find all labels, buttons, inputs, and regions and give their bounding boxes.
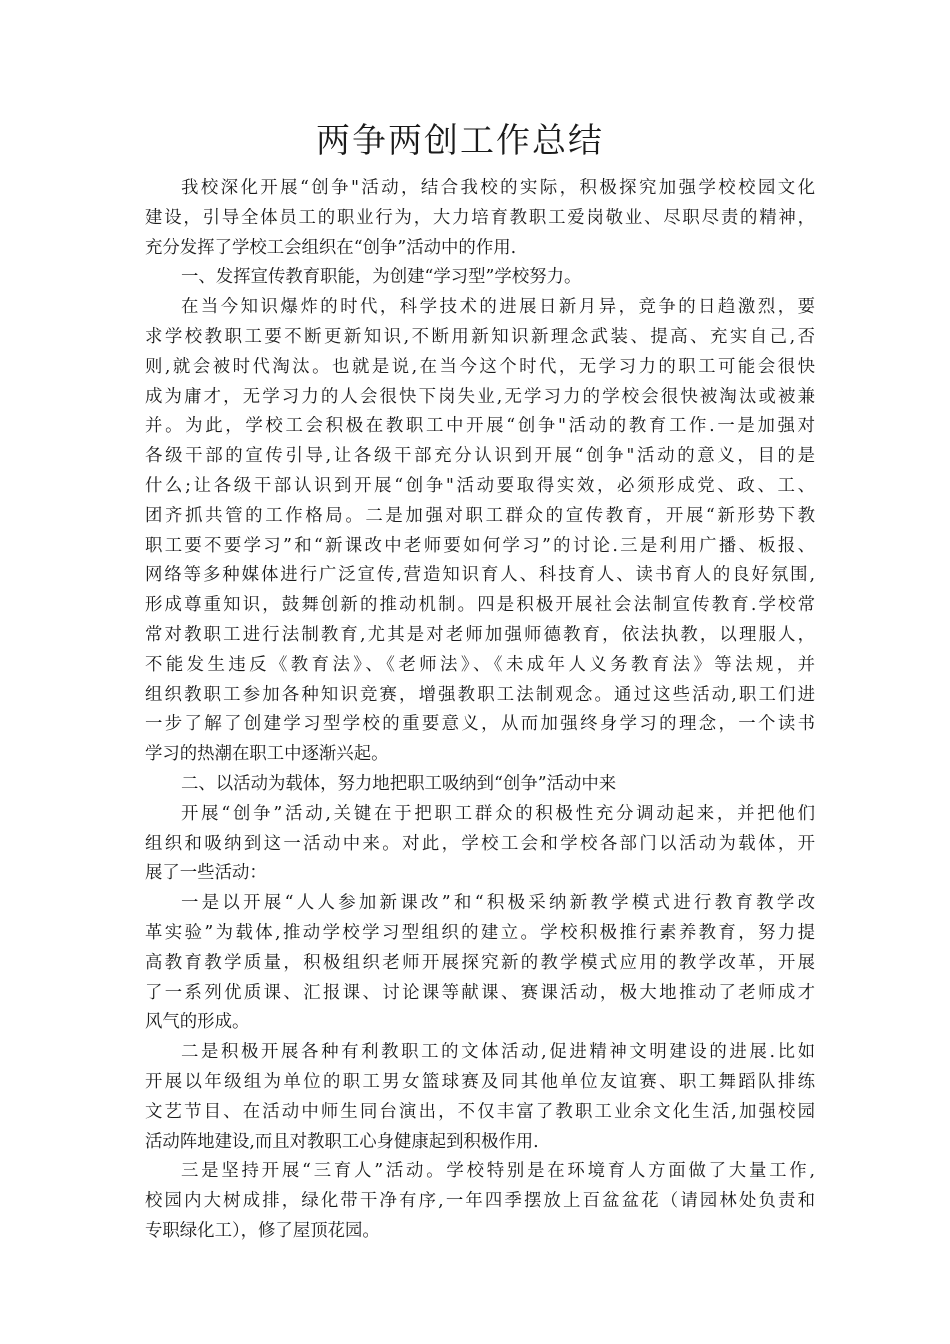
- body-line: 文艺节目、在活动中师生同台演出，不仅丰富了教职工业余文化生活,加强校园: [145, 1101, 815, 1122]
- document-title: 两争两创工作总结: [316, 121, 604, 161]
- body-line: 我校深化开展“创争"活动，结合我校的实际，积极探究加强学校校园文化: [181, 178, 815, 198]
- body-line: 学习的热潮在职工中逐渐兴起。: [145, 744, 389, 765]
- body-line: 在当今知识爆炸的时代，科学技术的进展日新月异，竞争的日趋激烈，要: [181, 297, 815, 318]
- body-line: 一是以开展“人人参加新课改”和“积极采纳新教学模式进行教育教学改: [181, 893, 815, 914]
- body-line: 网络等多种媒体进行广泛宣传,营造知识育人、科技育人、读书育人的良好氛围,: [145, 565, 815, 586]
- body-line: 不能发生违反《教育法》、《老师法》、《未成年人义务教育法》等法规，并: [145, 654, 815, 675]
- body-line: 高教育教学质量，积极组织老师开展探究新的教学模式应用的教学改革，开展: [145, 952, 815, 973]
- body-line: 形成尊重知识，鼓舞创新的推动机制。四是积极开展社会法制宣传教育.学校常: [145, 595, 815, 616]
- body-line: 常对教职工进行法制教育,尤其是对老师加强师德教育，依法执教，以理服人，: [145, 624, 815, 645]
- body-line: 二、以活动为载体，努力地把职工吸纳到“创争”活动中来: [181, 773, 617, 794]
- body-line: 并。为此，学校工会积极在教职工中开展“创争"活动的教育工作.一是加强对: [145, 416, 815, 437]
- body-line: 各级干部的宣传引导,让各级干部充分认识到开展“创争"活动的意义，目的是: [145, 446, 815, 467]
- body-line: 开展“创争”活动,关键在于把职工群众的积极性充分调动起来，并把他们: [181, 803, 815, 824]
- body-line: 校园内大树成排，绿化带干净有序,一年四季摆放上百盆盆花（请园林处负责和: [145, 1191, 815, 1212]
- body-line: 职工要不要学习”和“新课改中老师要如何学习”的讨论.三是利用广播、板报、: [145, 535, 815, 556]
- body-line: 一步了解了创建学习型学校的重要意义，从而加强终身学习的理念，一个读书: [145, 714, 815, 735]
- body-line: 专职绿化工），修了屋顶花园。: [145, 1220, 380, 1241]
- body-line: 求学校教职工要不断更新知识,不断用新知识新理念武装、提高、充实自己,否: [145, 326, 815, 347]
- body-line: 充分发挥了学校工会组织在“创争”活动中的作用.: [145, 237, 517, 258]
- body-line: 团齐抓共管的工作格局。二是加强对职工群众的宣传教育，开展“新形势下教: [145, 505, 815, 526]
- body-line: 什么;让各级干部认识到开展“创争"活动要取得实效，必须形成党、政、工、: [145, 475, 815, 496]
- body-line: 组织教职工参加各种知识竞赛，增强教职工法制观念。通过这些活动,职工们进: [145, 684, 815, 705]
- body-line: 成为庸才，无学习力的人会很快下岗失业,无学习力的学校会很快被淘汰或被兼: [145, 386, 815, 407]
- body-line: 一、发挥宣传教育职能，为创建“学习型”学校努力。: [181, 267, 582, 288]
- body-line: 二是积极开展各种有利教职工的文体活动,促进精神文明建设的进展.比如: [181, 1042, 815, 1063]
- body-line: 开展以年级组为单位的职工男女篮球赛及同其他单位友谊赛、职工舞蹈队排练: [145, 1071, 815, 1092]
- body-line: 活动阵地建设,而且对教职工心身健康起到积极作用.: [145, 1131, 539, 1152]
- body-line: 则,就会被时代淘汰。也就是说,在当今这个时代，无学习力的职工可能会很快: [145, 356, 815, 377]
- body-line: 建设，引导全体员工的职业行为，大力培育教职工爱岗敬业、尽职尽责的精神，: [145, 207, 815, 228]
- body-line: 风气的形成。: [145, 1012, 250, 1033]
- document-body: [145, 174, 815, 1247]
- body-line: 了一系列优质课、汇报课、讨论课等献课、赛课活动，极大地推动了老师成才: [145, 982, 815, 1003]
- body-line: 展了一些活动：: [145, 863, 267, 884]
- body-line: 组织和吸纳到这一活动中来。对此，学校工会和学校各部门以活动为载体，开: [145, 833, 815, 854]
- body-line: 三是坚持开展“三育人”活动。学校特别是在环境育人方面做了大量工作,: [181, 1161, 815, 1182]
- body-line: 革实验”为载体,推动学校学习型组织的建立。学校积极推行素养教育，努力提: [145, 922, 815, 943]
